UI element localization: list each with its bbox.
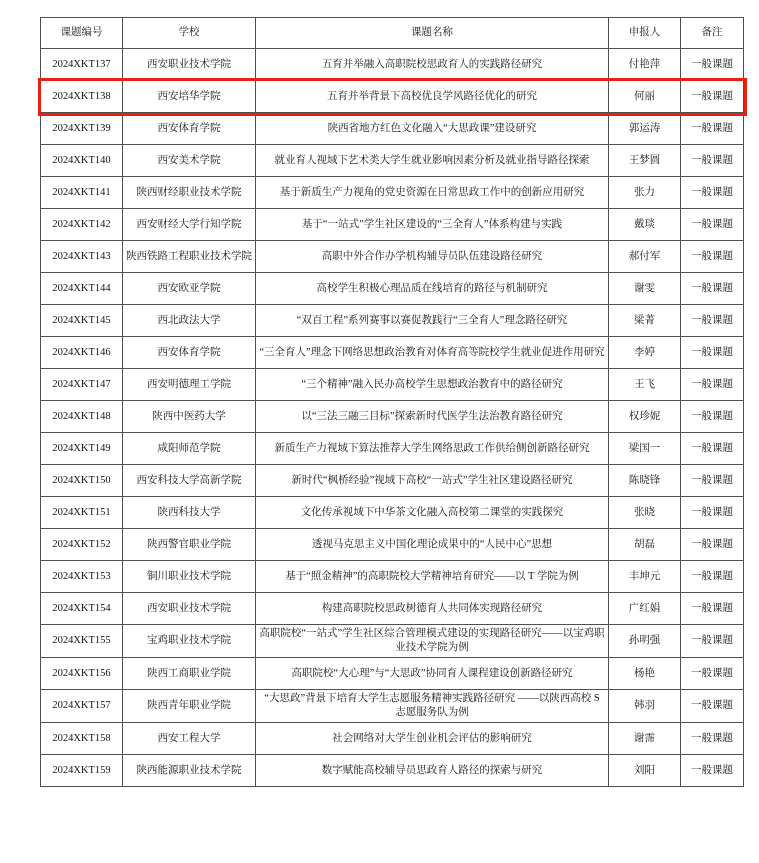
cell-id: 2024XKT156 [41,658,123,690]
cell-id: 2024XKT159 [41,755,123,787]
cell-applicant: 谢霈 [609,723,681,755]
cell-applicant: 杨艳 [609,658,681,690]
cell-id: 2024XKT144 [41,273,123,305]
cell-note: 一般课题 [681,529,744,561]
cell-applicant: 何丽 [609,81,681,113]
cell-note: 一般课题 [681,658,744,690]
cell-id: 2024XKT152 [41,529,123,561]
cell-school: 西安工程大学 [123,723,256,755]
table-row [41,401,744,433]
cell-note: 一般课题 [681,209,744,241]
table-row [41,177,744,209]
cell-applicant: 郝付军 [609,241,681,273]
cell-school: 西安欧亚学院 [123,273,256,305]
cell-id: 2024XKT137 [41,49,123,81]
cell-title: 五育并举背景下高校优良学风路径优化的研究 [256,81,609,113]
cell-school: 西安体育学院 [123,113,256,145]
table-row [41,113,744,145]
cell-note: 一般课题 [681,465,744,497]
cell-note: 一般课题 [681,561,744,593]
cell-school: 咸阳师范学院 [123,433,256,465]
cell-note: 一般课题 [681,755,744,787]
cell-school: 陕西财经职业技术学院 [123,177,256,209]
cell-applicant: 郭运涛 [609,113,681,145]
cell-school: 陕西铁路工程职业技术学院 [123,241,256,273]
cell-id: 2024XKT157 [41,690,123,723]
table-row [41,625,744,658]
cell-id: 2024XKT155 [41,625,123,658]
cell-title: 新时代“枫桥经验”视域下高校“一站式”学生社区建设路径研究 [256,465,609,497]
cell-applicant: 韩羽 [609,690,681,723]
cell-school: 西安明德理工学院 [123,369,256,401]
table-row [41,658,744,690]
cell-title: 五育并举融入高职院校思政育人的实践路径研究 [256,49,609,81]
cell-title: “三全育人”理念下网络思想政治教育对体育高等院校学生就业促进作用研究 [256,337,609,369]
table-row [41,305,744,337]
cell-title: 透视马克思主义中国化理论成果中的“人民中心”思想 [256,529,609,561]
cell-title: 社会网络对大学生创业机会评估的影响研究 [256,723,609,755]
cell-applicant: 胡磊 [609,529,681,561]
cell-title: “大思政”背景下培育大学生志愿服务精神实践路径研究 ——以陕西高校 S 志愿服务队为例 [256,690,609,723]
cell-school: 西安美术学院 [123,145,256,177]
table-row [41,497,744,529]
table-row [41,755,744,787]
cell-id: 2024XKT141 [41,177,123,209]
cell-title: 以“三法三融三目标”探索新时代医学生法治教育路径研究 [256,401,609,433]
cell-note: 一般课题 [681,305,744,337]
table-row [41,49,744,81]
table-row-highlighted [41,81,744,113]
cell-note: 一般课题 [681,625,744,658]
cell-title: 就业育人视域下艺术类大学生就业影响因素分析及就业指导路径探索 [256,145,609,177]
cell-school: 陕西能源职业技术学院 [123,755,256,787]
cell-applicant: 李婷 [609,337,681,369]
cell-id: 2024XKT142 [41,209,123,241]
table-row [41,723,744,755]
cell-school: 宝鸡职业技术学院 [123,625,256,658]
cell-note: 一般课题 [681,113,744,145]
column-header-id: 课题编号 [41,18,123,49]
cell-title: 构建高职院校思政树德育人共同体实现路径研究 [256,593,609,625]
cell-id: 2024XKT158 [41,723,123,755]
cell-applicant: 梁国一 [609,433,681,465]
cell-applicant: 广红娟 [609,593,681,625]
cell-applicant: 王梦圆 [609,145,681,177]
cell-school: 陕西中医药大学 [123,401,256,433]
cell-id: 2024XKT143 [41,241,123,273]
table-row [41,273,744,305]
cell-applicant: 王飞 [609,369,681,401]
cell-applicant: 孙明强 [609,625,681,658]
table-row [41,593,744,625]
cell-title: 基于新质生产力视角的党史资源在日常思政工作中的创新应用研究 [256,177,609,209]
cell-applicant: 梁菁 [609,305,681,337]
cell-id: 2024XKT148 [41,401,123,433]
cell-note: 一般课题 [681,433,744,465]
cell-applicant: 刘阳 [609,755,681,787]
cell-title: “双百工程”系列赛事以赛促教践行“三全育人”理念路径研究 [256,305,609,337]
cell-note: 一般课题 [681,273,744,305]
cell-school: 西安培华学院 [123,81,256,113]
cell-note: 一般课题 [681,369,744,401]
cell-id: 2024XKT154 [41,593,123,625]
table-row [41,369,744,401]
topics-table [40,17,744,787]
cell-note: 一般课题 [681,690,744,723]
cell-note: 一般课题 [681,593,744,625]
cell-title: 陕西省地方红色文化融入“大思政课”建设研究 [256,113,609,145]
column-header-title: 课题名称 [256,18,609,49]
topics-table-body [41,49,744,787]
table-header-row [41,18,744,49]
table-row [41,433,744,465]
cell-note: 一般课题 [681,145,744,177]
cell-title: 基于“一站式”学生社区建设的“三全育人”体系构建与实践 [256,209,609,241]
column-header-school: 学校 [123,18,256,49]
cell-applicant: 张力 [609,177,681,209]
cell-school: 陕西警官职业学院 [123,529,256,561]
cell-id: 2024XKT149 [41,433,123,465]
cell-school: 西安职业技术学院 [123,49,256,81]
cell-school: 铜川职业技术学院 [123,561,256,593]
column-header-note: 备注 [681,18,744,49]
cell-note: 一般课题 [681,401,744,433]
cell-id: 2024XKT140 [41,145,123,177]
cell-applicant: 戴琰 [609,209,681,241]
cell-school: 西安职业技术学院 [123,593,256,625]
cell-title: 基于“照金精神”的高职院校大学精神培育研究——以 T 学院为例 [256,561,609,593]
cell-school: 西安体育学院 [123,337,256,369]
cell-title: 高职中外合作办学机构辅导员队伍建设路径研究 [256,241,609,273]
cell-applicant: 谢雯 [609,273,681,305]
cell-title: 文化传承视域下中华茶文化融入高校第二课堂的实践探究 [256,497,609,529]
cell-applicant: 张晓 [609,497,681,529]
cell-title: 高校学生积极心理品质在线培育的路径与机制研究 [256,273,609,305]
cell-note: 一般课题 [681,497,744,529]
cell-note: 一般课题 [681,49,744,81]
cell-id: 2024XKT153 [41,561,123,593]
cell-note: 一般课题 [681,241,744,273]
cell-applicant: 陈晓锋 [609,465,681,497]
cell-title: “三个精神”融入民办高校学生思想政治教育中的路径研究 [256,369,609,401]
cell-applicant: 付艳萍 [609,49,681,81]
table-row [41,529,744,561]
cell-id: 2024XKT139 [41,113,123,145]
cell-title: 数字赋能高校辅导员思政育人路径的探索与研究 [256,755,609,787]
cell-id: 2024XKT150 [41,465,123,497]
table-row [41,241,744,273]
cell-applicant: 权珍妮 [609,401,681,433]
cell-id: 2024XKT138 [41,81,123,113]
cell-id: 2024XKT146 [41,337,123,369]
table-row [41,209,744,241]
table-row [41,690,744,723]
cell-applicant: 丰坤元 [609,561,681,593]
table-row [41,337,744,369]
cell-id: 2024XKT147 [41,369,123,401]
column-header-applicant: 申报人 [609,18,681,49]
cell-note: 一般课题 [681,337,744,369]
cell-title: 高职院校“一站式”学生社区综合管理模式建设的实现路径研究——以宝鸡职业技术学院为例 [256,625,609,658]
cell-title: 高职院校“大心理”与“大思政”协同育人课程建设创新路径研究 [256,658,609,690]
table-row [41,145,744,177]
cell-school: 西北政法大学 [123,305,256,337]
cell-note: 一般课题 [681,177,744,209]
cell-id: 2024XKT151 [41,497,123,529]
cell-school: 陕西青年职业学院 [123,690,256,723]
cell-school: 西安财经大学行知学院 [123,209,256,241]
cell-school: 陕西工商职业学院 [123,658,256,690]
cell-note: 一般课题 [681,81,744,113]
cell-school: 陕西科技大学 [123,497,256,529]
table-row [41,465,744,497]
cell-school: 西安科技大学高新学院 [123,465,256,497]
table-row [41,561,744,593]
cell-id: 2024XKT145 [41,305,123,337]
cell-note: 一般课题 [681,723,744,755]
cell-title: 新质生产力视域下算法推荐大学生网络思政工作供给侧创新路径研究 [256,433,609,465]
